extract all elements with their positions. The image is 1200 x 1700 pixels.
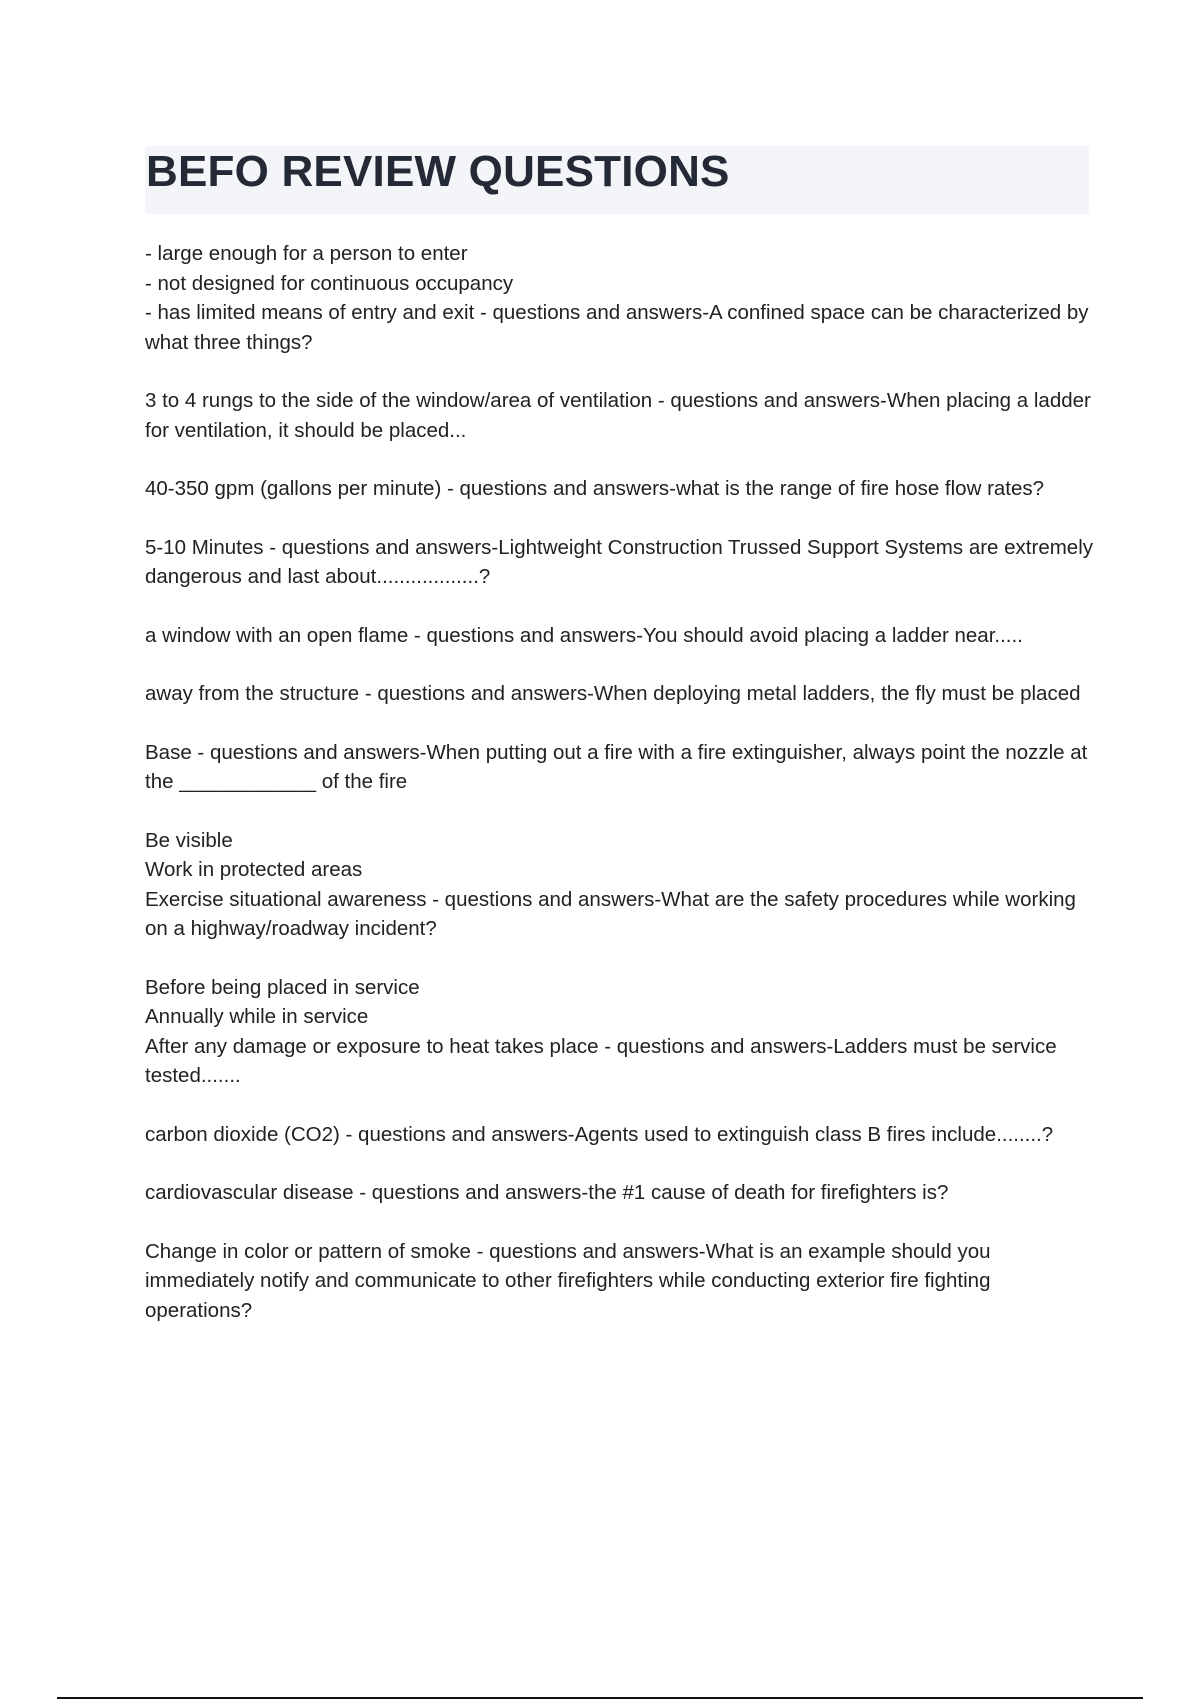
qa-entry <box>145 386 1095 445</box>
qa-line: 40-350 gpm (gallons per minute) - questions and answers-what is the range of fire hose flow rates? <box>145 477 1045 500</box>
qa-line: carbon dioxide (CO2) - questions and answers-Agents used to extinguish class B fires include........? <box>145 1122 1054 1146</box>
qa-entry <box>145 239 1095 357</box>
qa-entry <box>145 1178 1095 1208</box>
qa-line: cardiovascular disease - questions and answers-the #1 cause of death for firefighters is? <box>145 1181 949 1204</box>
document-title: BEFO REVIEW QUESTIONS <box>146 147 730 196</box>
qa-entry <box>145 621 1095 651</box>
qa-entry <box>145 738 1095 797</box>
qa-line: Before being placed in service <box>145 975 420 999</box>
qa-line: 3 to 4 rungs to the side of the window/area of ventilation - questions and answers-When placing a ladder for ventilation, it should be placed... <box>145 389 1091 442</box>
qa-line: - not designed for continuous occupancy <box>145 271 514 295</box>
qa-line: Change in color or pattern of smoke - questions and answers-What is an example should you immediately notify and communicate to other firefighters while conducting exterior fire fighting operations? <box>145 1239 991 1322</box>
qa-entry <box>145 973 1095 1091</box>
qa-line: - large enough for a person to enter <box>145 242 468 265</box>
qa-entry <box>145 474 1095 504</box>
qa-list <box>145 239 1095 1354</box>
qa-line: away from the structure - questions and answers-When deploying metal ladders, the fly must be placed <box>145 682 1081 705</box>
qa-entry <box>145 1237 1095 1326</box>
qa-line: 5-10 Minutes - questions and answers-Lightweight Construction Trussed Support Systems are extremely dangerous and last about..................? <box>145 535 1094 588</box>
qa-entry <box>145 533 1095 592</box>
qa-entry <box>145 826 1095 944</box>
footer-rule <box>57 1697 1143 1699</box>
qa-line: Exercise situational awareness - questions and answers-What are the safety procedures while working on a highway/roadway incident? <box>145 887 1076 940</box>
qa-line: a window with an open flame - questions and answers-You should avoid placing a ladder near..... <box>145 623 1023 647</box>
qa-line: Be visible <box>145 828 233 852</box>
qa-line: Annually while in service <box>145 1005 369 1028</box>
qa-entry <box>145 679 1095 709</box>
qa-line: Work in protected areas <box>145 858 363 881</box>
qa-entry <box>145 1120 1095 1150</box>
qa-line: Base - questions and answers-When putting out a fire with a fire extinguisher, always point the nozzle at the ____________ of the fire <box>145 740 1088 793</box>
qa-line: After any damage or exposure to heat takes place - questions and answers-Ladders must be service tested....... <box>145 1034 1057 1087</box>
qa-line: - has limited means of entry and exit - questions and answers-A confined space can be characterized by what three things? <box>145 301 1089 354</box>
